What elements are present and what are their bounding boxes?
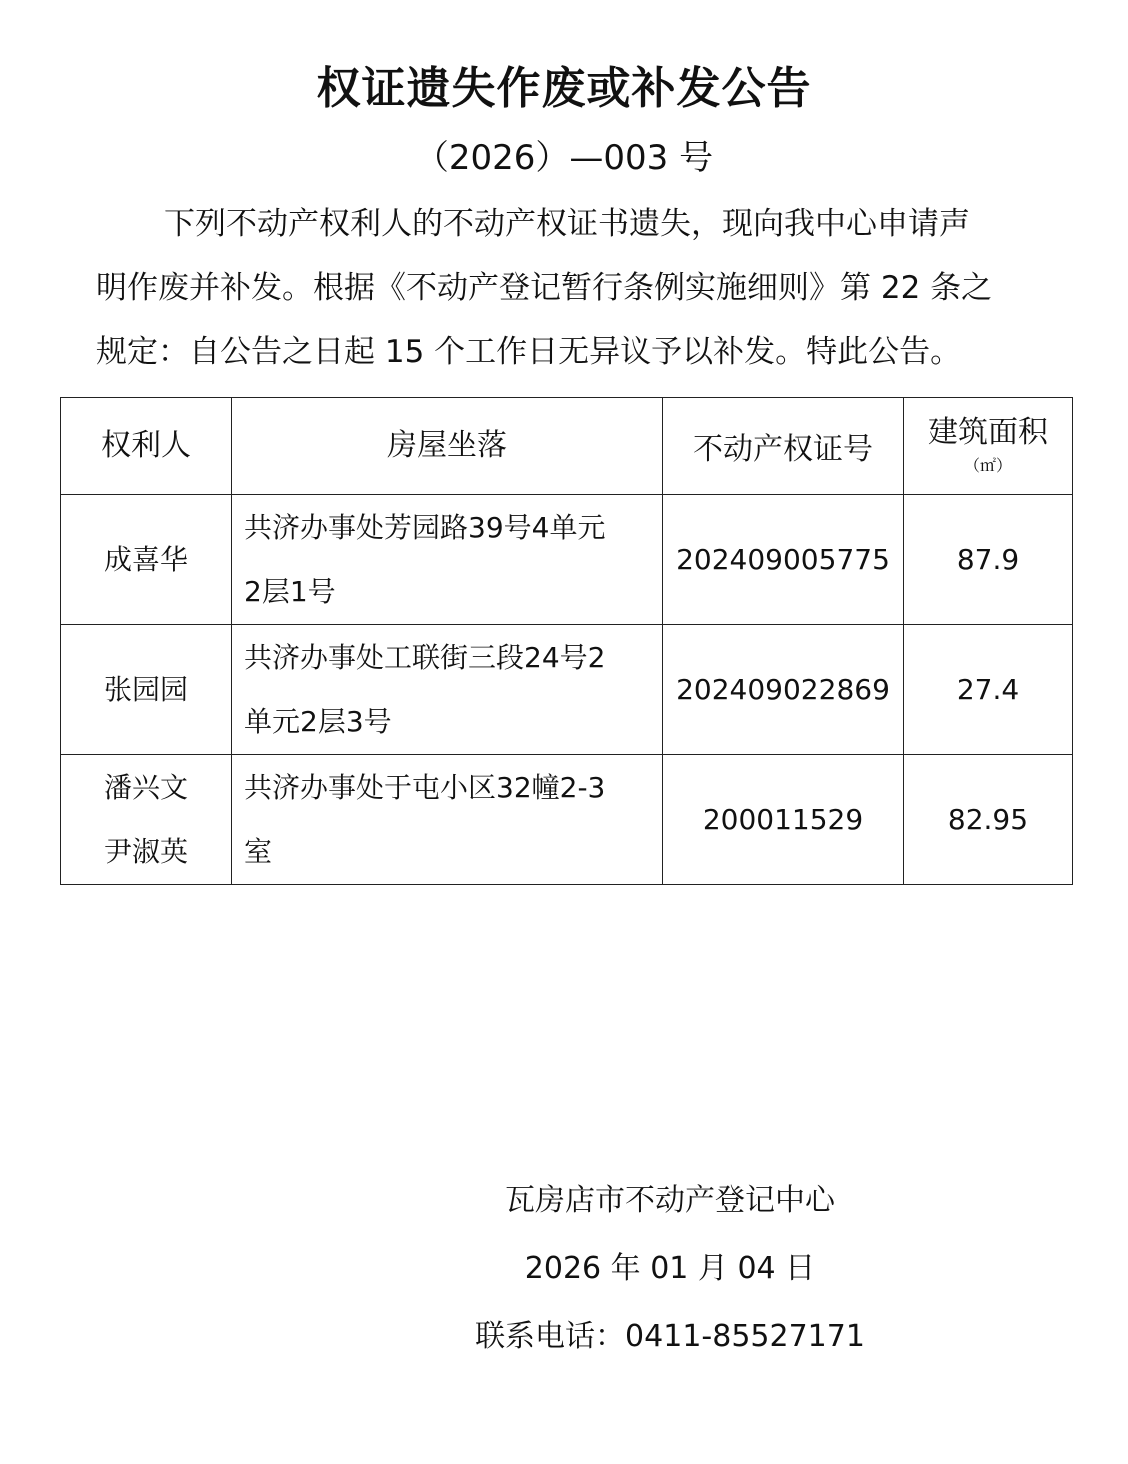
table-header-row — [61, 398, 1073, 495]
location-line: 单元2层3号 — [244, 704, 392, 738]
location-line: 共济办事处芳园路39号4单元 — [244, 510, 606, 544]
cell-certificate: 200011529 — [663, 755, 904, 885]
cell-certificate: 202409005775 — [663, 495, 904, 625]
table-row — [61, 755, 1073, 885]
cell-area: 27.4 — [904, 625, 1073, 755]
cell-location — [232, 625, 663, 755]
body-line-3: 规定：自公告之日起 15 个工作日无异议予以补发。特此公告。 — [96, 334, 962, 370]
body-line-1-text: 下列不动产权利人的不动产权证书遗失，现向我中心申请声 — [164, 206, 970, 242]
header-certificate: 不动产权证号 — [663, 398, 904, 495]
cell-area: 82.95 — [904, 755, 1073, 885]
cell-location — [232, 755, 663, 885]
table-row — [61, 495, 1073, 625]
header-location: 房屋坐落 — [232, 398, 663, 495]
cell-owner — [61, 495, 232, 625]
header-area-label: 建筑面积 — [928, 415, 1048, 450]
issue-date: 2026 年 01 月 04 日 — [524, 1251, 816, 1286]
owner-name: 张园园 — [103, 672, 188, 706]
issuing-organization: 瓦房店市不动产登记中心 — [505, 1183, 835, 1218]
body-line-2: 明作废并补发。根据《不动产登记暂行条例实施细则》第 22 条之 — [96, 270, 993, 306]
owner-name: 潘兴文 — [103, 770, 188, 804]
location-line: 室 — [244, 834, 273, 868]
header-owner: 权利人 — [61, 398, 232, 495]
cell-location — [232, 495, 663, 625]
cell-certificate: 202409022869 — [663, 625, 904, 755]
owner-name: 成喜华 — [103, 542, 188, 576]
location-line: 2层1号 — [244, 574, 336, 608]
location-line: 共济办事处于屯小区32幢2-3 — [244, 770, 606, 804]
owner-name: 尹淑英 — [103, 834, 188, 868]
records-table — [60, 397, 1073, 885]
body-line-1 — [96, 192, 1046, 256]
page-title: 权证遗失作废或补发公告 — [316, 63, 812, 114]
cell-area: 87.9 — [904, 495, 1073, 625]
announcement-body — [96, 192, 1046, 384]
header-area — [904, 398, 1073, 495]
contact-phone: 联系电话：0411-85527171 — [475, 1319, 865, 1354]
document-number: （2026）—003 号 — [414, 138, 714, 178]
cell-owner — [61, 625, 232, 755]
cell-owner — [61, 755, 232, 885]
header-area-unit: （㎡） — [963, 456, 1012, 475]
location-line: 共济办事处工联街三段24号2 — [244, 640, 606, 674]
table-row — [61, 625, 1073, 755]
